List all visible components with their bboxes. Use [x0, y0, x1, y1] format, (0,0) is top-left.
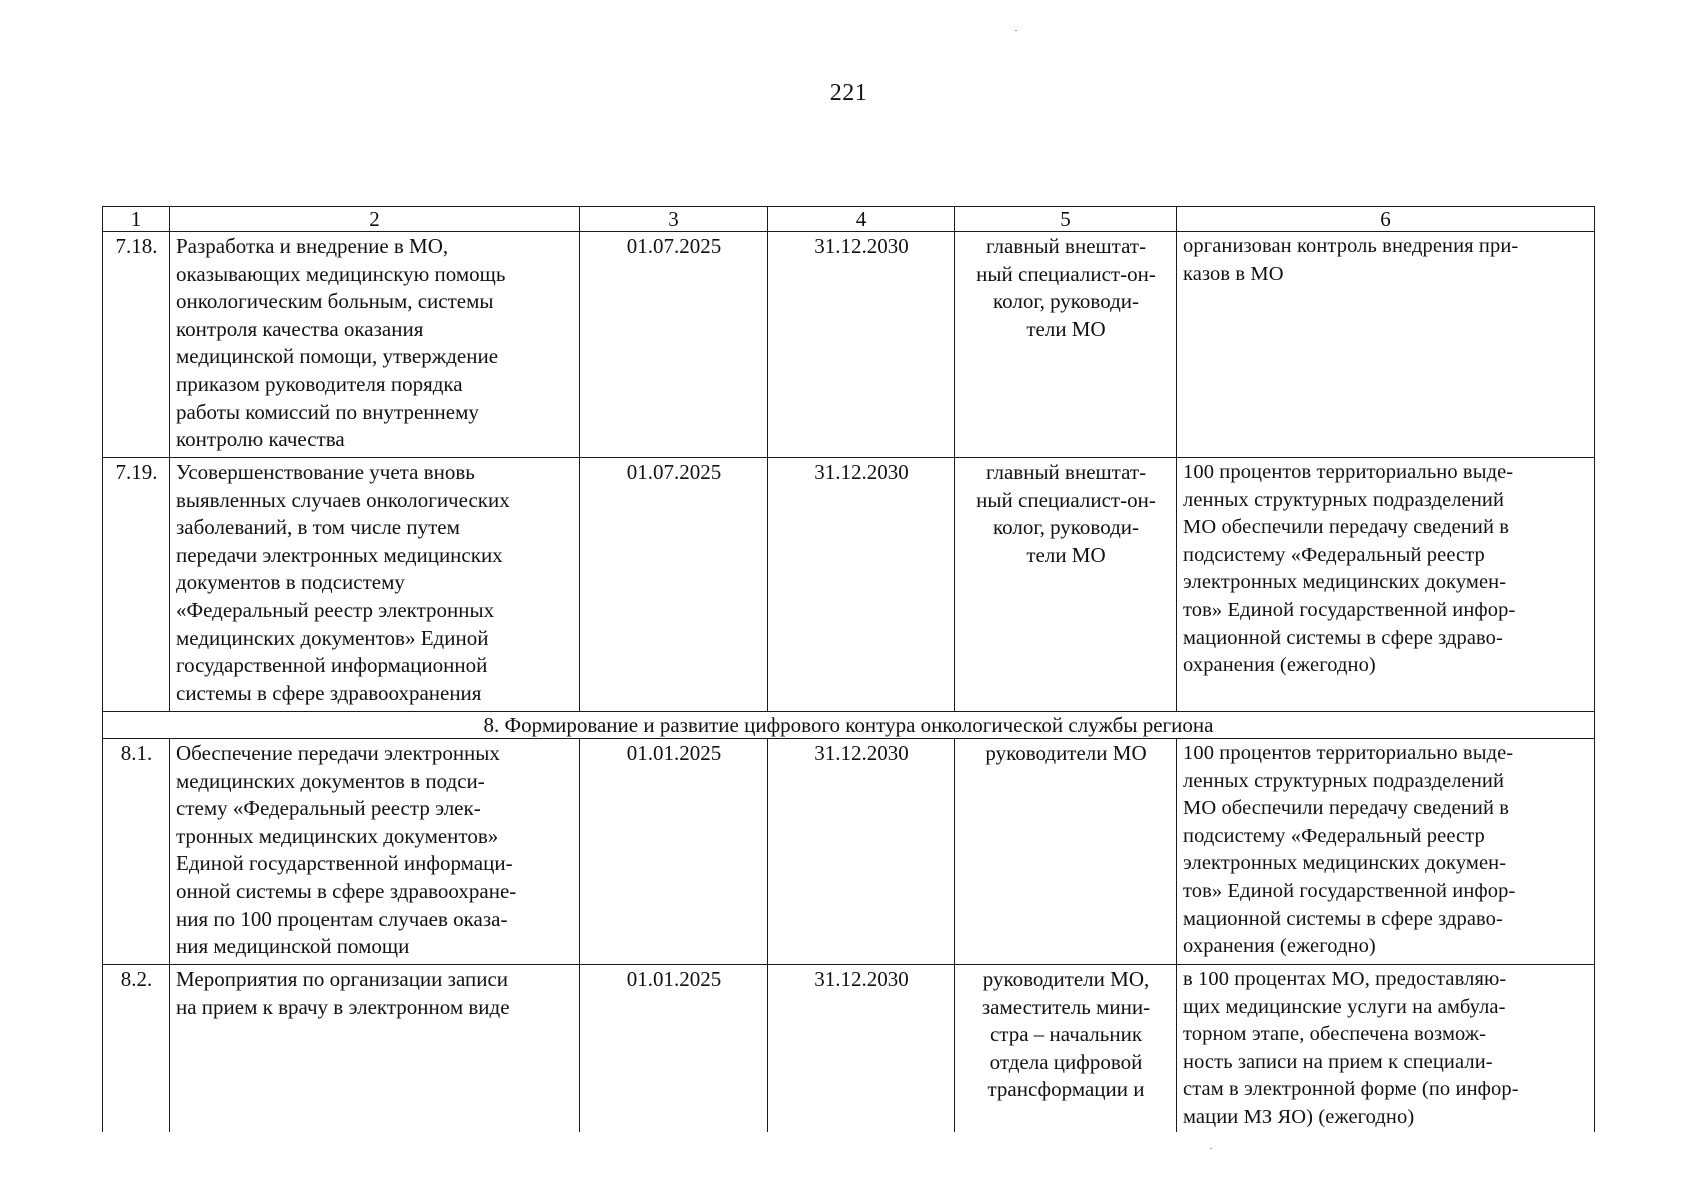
item-number: 7.19.: [103, 458, 170, 712]
end-date: 31.12.2030: [768, 739, 955, 965]
activity-name: Разработка и внедрение в МО, оказывающих медицинскую помощь онкологическим больным, системы контроля качества оказания медицинской помощи, утверждение приказом руководителя порядка работы комиссий по внутреннему контролю качества: [170, 232, 580, 458]
item-number: 8.2.: [103, 965, 170, 1133]
scan-speck: [1210, 1148, 1212, 1149]
action-plan-table: [102, 206, 1595, 1132]
start-date: 01.07.2025: [580, 232, 768, 458]
expected-result: организован контроль внедрения при- казов в МО: [1177, 232, 1595, 458]
scan-speck: [1015, 30, 1017, 31]
item-number: 7.18.: [103, 232, 170, 458]
column-number-3: 3: [580, 207, 768, 232]
start-date: 01.07.2025: [580, 458, 768, 712]
column-number-4: 4: [768, 207, 955, 232]
column-number-6: 6: [1177, 207, 1595, 232]
activity-name: Мероприятия по организации записи на прием к врачу в электронном виде: [170, 965, 580, 1133]
responsible-party: руководители МО, заместитель мини- стра – начальник отдела цифровой трансформации и: [955, 965, 1177, 1133]
document-table-container: [102, 206, 1594, 1132]
column-number-5: 5: [955, 207, 1177, 232]
page-number: 221: [829, 80, 868, 106]
section-heading-row: [103, 712, 1595, 739]
activity-name: Усовершенствование учета вновь выявленных случаев онкологических заболеваний, в том числе путем передачи электронных медицинских документов в подсистему «Федеральный реестр электронных медицинских документов» Единой государственной информационной системы в сфере здравоохранения: [170, 458, 580, 712]
table-header-row: [103, 207, 1595, 232]
expected-result: 100 процентов территориально выде- ленных структурных подразделений МО обеспечили передачу сведений в подсистему «Федеральный реестр электронных медицинских докумен- тов» Единой государственной инфор- мационной системы в сфере здраво- охранения (ежегодно): [1177, 739, 1595, 965]
start-date: 01.01.2025: [580, 739, 768, 965]
table-row: [103, 965, 1595, 1133]
responsible-party: главный внештат- ный специалист-он- колог, руководи- тели МО: [955, 458, 1177, 712]
end-date: 31.12.2030: [768, 232, 955, 458]
table-row: [103, 739, 1595, 965]
expected-result: 100 процентов территориально выде- ленных структурных подразделений МО обеспечили передачу сведений в подсистему «Федеральный реестр электронных медицинских докумен- тов» Единой государственной инфор- мационной системы в сфере здраво- охранения (ежегодно): [1177, 458, 1595, 712]
column-number-1: 1: [103, 207, 170, 232]
section-heading: 8. Формирование и развитие цифрового контура онкологической службы региона: [103, 712, 1595, 739]
activity-name: Обеспечение передачи электронных медицинских документов в подси- стему «Федеральный реестр элек- тронных медицинских документов» Единой государственной информаци- онной системы в сфере здравоохране- ния по 100 процентам случаев оказа- ния медицинской помощи: [170, 739, 580, 965]
table-row: [103, 232, 1595, 458]
responsible-party: главный внештат- ный специалист-он- колог, руководи- тели МО: [955, 232, 1177, 458]
start-date: 01.01.2025: [580, 965, 768, 1133]
end-date: 31.12.2030: [768, 458, 955, 712]
expected-result: в 100 процентах МО, предоставляю- щих медицинские услуги на амбула- торном этапе, обеспечена возмож- ность записи на прием к специали- стам в электронной форме (по инфор- мации МЗ ЯО) (ежегодно): [1177, 965, 1595, 1133]
table-row: [103, 458, 1595, 712]
end-date: 31.12.2030: [768, 965, 955, 1133]
column-number-2: 2: [170, 207, 580, 232]
item-number: 8.1.: [103, 739, 170, 965]
responsible-party: руководители МО: [955, 739, 1177, 965]
